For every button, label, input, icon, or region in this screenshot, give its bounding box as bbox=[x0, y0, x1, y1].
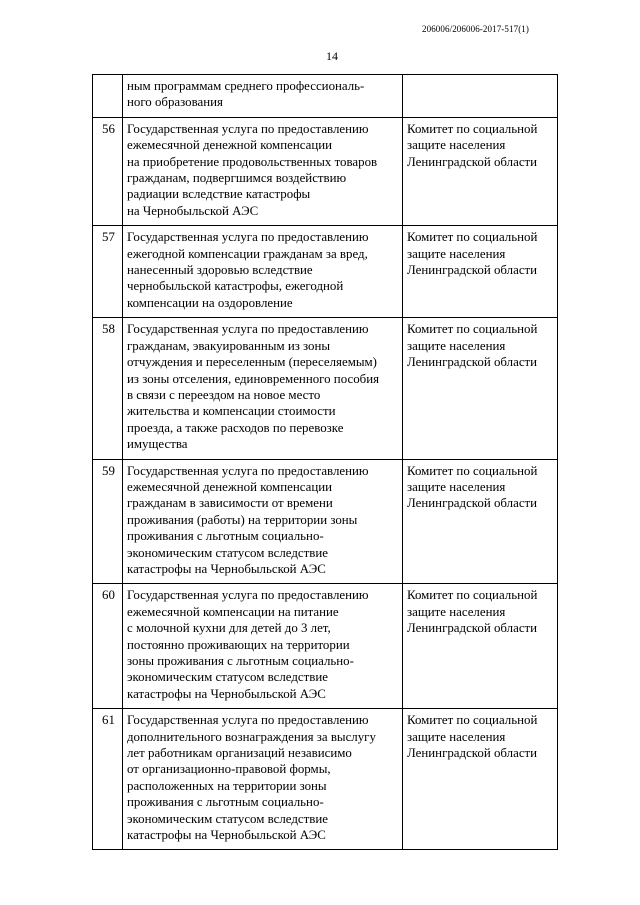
service-name-line: Государственная услуга по предоставлению bbox=[127, 230, 369, 245]
responsible-body-line: Ленинградской области bbox=[407, 746, 538, 761]
table-row bbox=[93, 584, 558, 709]
service-name-cell bbox=[123, 117, 403, 225]
service-name-line: от организационно-правовой формы, bbox=[127, 762, 331, 777]
service-name-line: гражданам, подвергшимся воздействию bbox=[127, 171, 347, 186]
service-name-line: гражданам, эвакуированным из зоны bbox=[127, 338, 331, 353]
service-name-line: проживания (работы) на территории зоны bbox=[127, 512, 358, 527]
service-name-line: нанесенный здоровью вследствие bbox=[127, 263, 313, 278]
responsible-body-line: защите населения bbox=[407, 246, 506, 261]
service-name-line: катастрофы на Чернобыльской АЭС bbox=[127, 686, 326, 701]
table-row bbox=[93, 318, 558, 459]
service-name-line: Государственная услуга по предоставлению bbox=[127, 322, 369, 337]
row-number: 56 bbox=[93, 117, 123, 225]
service-name-cell bbox=[123, 584, 403, 709]
responsible-body-line: Комитет по социальной bbox=[407, 588, 538, 603]
responsible-body-cell bbox=[403, 709, 558, 850]
document-code: 206006/206006-2017-517(1) bbox=[422, 24, 529, 34]
service-name-line: постоянно проживающих на территории bbox=[127, 637, 350, 652]
responsible-body-line: Комитет по социальной bbox=[407, 121, 538, 136]
responsible-body-line: защите населения bbox=[407, 479, 506, 494]
services-table bbox=[92, 74, 558, 850]
responsible-body-cell bbox=[403, 318, 558, 459]
row-number: 60 bbox=[93, 584, 123, 709]
responsible-body-line: Комитет по социальной bbox=[407, 230, 538, 245]
service-name-line: в связи с переездом на новое место bbox=[127, 387, 321, 402]
table-row bbox=[93, 226, 558, 318]
service-name-line: проживания с льготным социально- bbox=[127, 529, 324, 544]
responsible-body-line: Ленинградской области bbox=[407, 154, 538, 169]
row-number: 59 bbox=[93, 459, 123, 584]
service-name-line: Государственная услуга по предоставлению bbox=[127, 713, 369, 728]
service-name-line: Государственная услуга по предоставлению bbox=[127, 588, 369, 603]
responsible-body-line: Ленинградской области bbox=[407, 263, 538, 278]
service-name-line: компенсации на оздоровление bbox=[127, 295, 293, 310]
service-name-line: катастрофы на Чернобыльской АЭС bbox=[127, 561, 326, 576]
service-name-cell bbox=[123, 459, 403, 584]
service-name-cell bbox=[123, 709, 403, 850]
service-name-line: из зоны отселения, единовременного пособия bbox=[127, 371, 380, 386]
service-name-line: проживания с льготным социально- bbox=[127, 795, 324, 810]
services-table-body bbox=[93, 75, 558, 850]
service-name-line: жительства и компенсации стоимости bbox=[127, 404, 336, 419]
service-name-line: на приобретение продовольственных товаров bbox=[127, 154, 378, 169]
service-name-line: ежемесячной денежной компенсации bbox=[127, 479, 333, 494]
responsible-body-line: Комитет по социальной bbox=[407, 322, 538, 337]
service-name-line: проезда, а также расходов по перевозке bbox=[127, 420, 344, 435]
service-name-line: отчуждения и переселенным (переселяемым) bbox=[127, 355, 377, 370]
table-row bbox=[93, 75, 558, 118]
row-number: 61 bbox=[93, 709, 123, 850]
responsible-body-cell bbox=[403, 117, 558, 225]
responsible-body-line: защите населения bbox=[407, 138, 506, 153]
service-name-line: на Чернобыльской АЭС bbox=[127, 203, 259, 218]
page-number: 14 bbox=[326, 49, 338, 63]
responsible-body-cell bbox=[403, 459, 558, 584]
service-name-line: ным программам среднего профессиональ- bbox=[127, 79, 365, 93]
service-name-line: зоны проживания с льготным социально- bbox=[127, 654, 354, 668]
service-name-line: ного образования bbox=[127, 95, 223, 110]
service-name-line: Государственная услуга по предоставлению bbox=[127, 121, 369, 136]
responsible-body-line: Ленинградской области bbox=[407, 621, 538, 636]
responsible-body-line: защите населения bbox=[407, 729, 506, 744]
service-name-line: чернобыльской катастрофы, ежегодной bbox=[127, 279, 344, 294]
responsible-body-line: Ленинградской области bbox=[407, 355, 538, 370]
responsible-body-line: Ленинградской области bbox=[407, 496, 538, 511]
service-name-cell bbox=[123, 318, 403, 459]
service-name-line: дополнительного вознаграждения за выслугу bbox=[127, 729, 376, 744]
service-name-line: с молочной кухни для детей до 3 лет, bbox=[127, 621, 331, 636]
table-row bbox=[93, 117, 558, 225]
service-name-line: гражданам в зависимости от времени bbox=[127, 496, 333, 511]
responsible-body-cell bbox=[403, 584, 558, 709]
service-name-line: ежемесячной денежной компенсации bbox=[127, 138, 333, 153]
table-row bbox=[93, 459, 558, 584]
service-name-line: экономическим статусом вследствие bbox=[127, 670, 328, 685]
responsible-body-line: защите населения bbox=[407, 338, 506, 353]
service-name-line: имущества bbox=[127, 437, 188, 452]
row-number: 58 bbox=[93, 318, 123, 459]
service-name-line: радиации вследствие катастрофы bbox=[127, 187, 311, 202]
responsible-body-line: Комитет по социальной bbox=[407, 713, 538, 728]
service-name-line: Государственная услуга по предоставлению bbox=[127, 463, 369, 478]
table-row bbox=[93, 709, 558, 850]
service-name-line: ежемесячной компенсации на питание bbox=[127, 604, 339, 619]
responsible-body-cell bbox=[403, 75, 558, 118]
row-number: 57 bbox=[93, 226, 123, 318]
responsible-body-cell bbox=[403, 226, 558, 318]
service-name-line: катастрофы на Чернобыльской АЭС bbox=[127, 828, 326, 843]
service-name-line: лет работникам организаций независимо bbox=[127, 746, 352, 761]
responsible-body-line: Комитет по социальной bbox=[407, 463, 538, 478]
service-name-line: расположенных на территории зоны bbox=[127, 778, 327, 793]
service-name-line: экономическим статусом вследствие bbox=[127, 811, 328, 826]
responsible-body-line: защите населения bbox=[407, 604, 506, 619]
row-number bbox=[93, 75, 123, 118]
service-name-cell bbox=[123, 75, 403, 118]
service-name-line: экономическим статусом вследствие bbox=[127, 545, 328, 560]
service-name-cell bbox=[123, 226, 403, 318]
service-name-line: ежегодной компенсации гражданам за вред, bbox=[127, 246, 368, 261]
